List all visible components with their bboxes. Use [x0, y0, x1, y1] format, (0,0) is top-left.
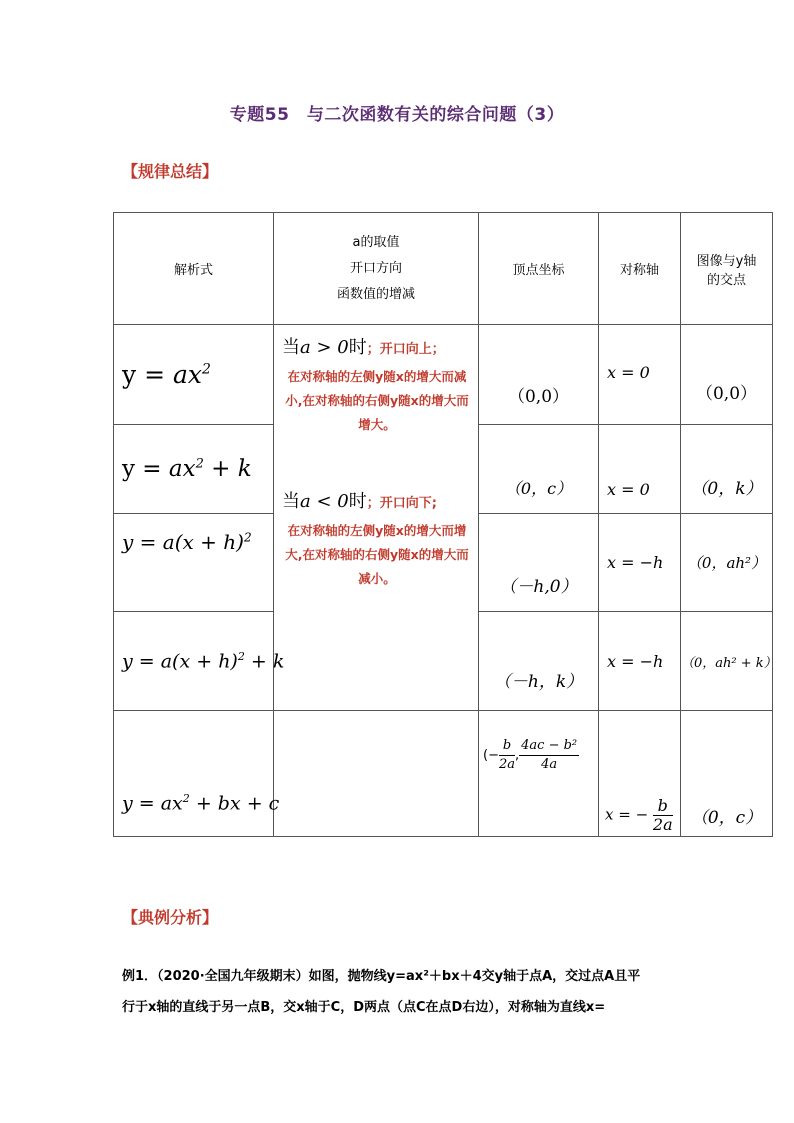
vertex-row-1: （0,0） — [479, 325, 599, 425]
intercept-row-4: （0，ah² + k） — [681, 612, 773, 711]
vertex-row-5: (− $\frac{b}{2a}$ , $\frac{\text{4ac − b²}}{4a}$ — [479, 711, 599, 837]
axis-fraction: $\frac{b}{2a}$ — [652, 796, 673, 834]
a-value-empty-cell — [274, 711, 479, 837]
formula-horizontal-shift: $y = a(x + h)^2$ — [114, 514, 274, 612]
intercept-row-3: （0，ah²） — [681, 514, 773, 612]
vertex-fraction-y: $\frac{\text{4ac − b²}}{4a}$ — [521, 738, 578, 772]
vertex-fraction-x: $\frac{b}{2a}$ — [498, 738, 515, 772]
header-a-value — [274, 213, 479, 325]
axis-row-4: x = −h — [599, 612, 681, 711]
a-positive-description: 在对称轴的左侧y随x的增大而减小,在对称轴的右侧y随x的增大而增大。 — [285, 369, 469, 432]
table-row — [114, 325, 773, 425]
header-intercept-line1: 图像与y轴 — [696, 253, 757, 269]
axis-row-1: x = 0 — [599, 325, 681, 425]
formula-vertex-origin: $y = ax^2$ — [114, 325, 274, 425]
header-a-line1: a的取值 — [352, 234, 400, 250]
a-negative-condition: 当a < 0时；开口向下; — [282, 491, 437, 512]
quadratic-properties-table — [113, 212, 777, 837]
a-value-cell — [274, 325, 479, 711]
example-line-1: 例1．（2020·全国九年级期末）如图，抛物线y=ax²＋bx＋4交y轴于点A，交过点A且平 — [122, 969, 641, 984]
formula-general-form: $y = ax^2$ + bx + c — [114, 711, 274, 837]
header-formula: 解析式 — [114, 213, 274, 325]
table-row — [114, 711, 773, 837]
a-positive-condition: 当a > 0时；开口向上； — [282, 337, 445, 358]
page-title: 专题55 与二次函数有关的综合问题（3） — [229, 105, 565, 125]
header-a-line3: 函数值的增减 — [336, 286, 415, 302]
header-a-line2: 开口方向 — [349, 260, 402, 276]
vertex-row-3: （－h,0） — [479, 514, 599, 612]
table-header-row — [114, 213, 773, 325]
header-intercept — [681, 213, 773, 325]
section-heading-examples: 【典例分析】 — [122, 908, 219, 927]
example-line-2: 行于x轴的直线于另一点B，交x轴于C，D两点（点C在点D右边），对称轴为直线x= — [122, 1000, 606, 1015]
header-intercept-line2: 的交点 — [706, 272, 746, 288]
formula-vertex-form: $y = a(x + h)^2 + k$ — [114, 612, 274, 711]
header-vertex: 顶点坐标 — [479, 213, 599, 325]
intercept-row-2: （0，k） — [681, 425, 773, 514]
axis-row-5: x = − $\frac{b}{2a}$ — [599, 711, 681, 837]
a-negative-description: 在对称轴的左侧y随x的增大而增大,在对称轴的右侧y随x的增大而减小。 — [285, 523, 469, 586]
header-axis: 对称轴 — [599, 213, 681, 325]
section-heading-rules: 【规律总结】 — [122, 162, 219, 181]
axis-row-2: x = 0 — [599, 425, 681, 514]
intercept-row-1: （0,0） — [681, 325, 773, 425]
intercept-row-5: （0，c） — [681, 711, 773, 837]
vertex-row-4: （－h，k） — [479, 612, 599, 711]
axis-row-3: x = −h — [599, 514, 681, 612]
vertex-row-2: （0，c） — [479, 425, 599, 514]
formula-vertical-shift: $y = ax^2 + k$ — [114, 425, 274, 514]
